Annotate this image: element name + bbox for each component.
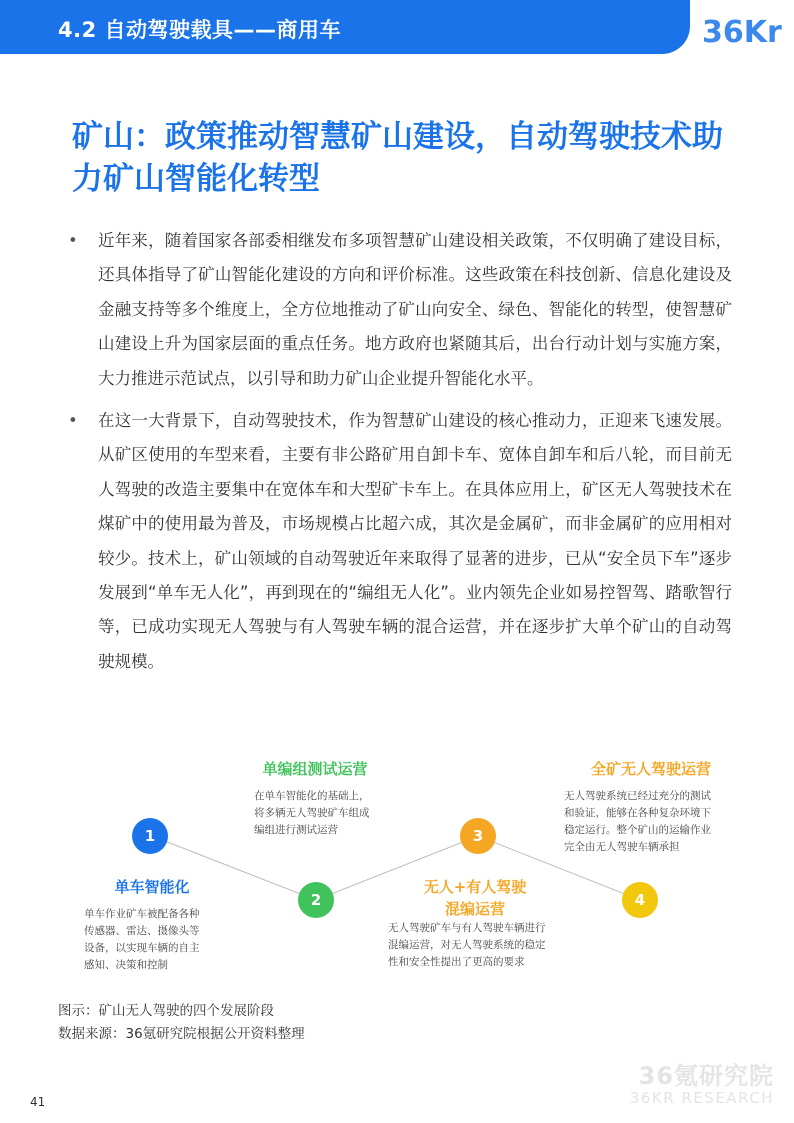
- bullet-item: • 在这一大背景下，自动驾驶技术，作为智慧矿山建设的核心推动力，正迎来飞速发展。从矿区使用的车型来看，主要有非公路矿用自卸卡车、宽体自卸车和后八轮，而目前无人驾驶的改造主要集中在宽体车和大型矿卡车上。在具体应用上，矿区无人驾驶技术在煤矿中的使用最为普及，市场规模占比超六成，其次是金属矿，而非金属矿的应用相对较少。技术上，矿山领域的自动驾驶近年来取得了显著的进步，已从“安全员下车”逐步发展到“单车无人化”，再到现在的“编组无人化”。业内领先企业如易控智驾、踏歌智行等，已成功实现无人驾驶与有人驾驶车辆的混合运营，并在逐步扩大单个矿山的自动驾驶规模。: [66, 404, 732, 679]
- bullet-list: [66, 224, 732, 687]
- stage-3-title: 无人+有人驾驶 混编运营: [423, 878, 527, 918]
- stage-3-circle: 3: [460, 818, 496, 854]
- stage-3-desc: 无人驾驶矿车与有人驾驶车辆进行 混编运营，对无人驾驶系统的稳定 性和安全性提出了更高的要求: [388, 922, 546, 968]
- 36kr-logo: [694, 0, 794, 54]
- header-bar: [0, 0, 690, 54]
- caption-figure: 图示：矿山无人驾驶的四个发展阶段: [58, 1003, 274, 1019]
- stage-1-circle: 1: [132, 818, 168, 854]
- stage-4-desc: 无人驾驶系统已经过充分的测试 和验证，能够在各种复杂环境下 稳定运行。整个矿山的运输作业 完全由无人驾驶车辆承担: [564, 790, 711, 853]
- watermark: [630, 1056, 774, 1107]
- watermark-cn: 36氪研究院: [638, 1062, 774, 1090]
- stage-4-title: 全矿无人驾驶运营: [590, 760, 711, 778]
- caption-source: 数据来源：36氪研究院根据公开资料整理: [58, 1026, 305, 1042]
- watermark-en: 36KR RESEARCH: [629, 1089, 774, 1107]
- stage-2-title: 单编组测试运营: [262, 760, 368, 778]
- figure-caption: [58, 1000, 305, 1046]
- stages-diagram: [60, 752, 760, 992]
- stage-4-circle: 4: [622, 882, 658, 918]
- logo-text: 36Kr: [702, 15, 782, 50]
- bullet-item: • 近年来，随着国家各部委相继发布多项智慧矿山建设相关政策，不仅明确了建设目标，还具体指导了矿山智能化建设的方向和评价标准。这些政策在科技创新、信息化建设及金融支持等多个维度上，全方位地推动了矿山向安全、绿色、智能化的转型，使智慧矿山建设上升为国家层面的重点任务。地方政府也紧随其后，出台行动计划与实施方案，大力推进示范试点，以引导和助力矿山企业提升智能化水平。: [66, 224, 732, 396]
- section-label: 4.2 自动驾驶载具——商用车: [58, 18, 342, 42]
- page-number: 41: [30, 1095, 46, 1109]
- stage-1-desc: 单车作业矿车被配备各种 传感器、雷达、摄像头等 设备，以实现车辆的自主 感知、决策和控制: [84, 908, 200, 971]
- stage-2-desc: 在单车智能化的基础上， 将多辆无人驾驶矿车组成 编组进行测试运营: [254, 790, 370, 836]
- page-title: 矿山：政策推动智慧矿山建设，自动驾驶技术助力矿山智能化转型: [72, 119, 723, 197]
- stage-1-title: 单车智能化: [114, 878, 190, 896]
- stage-2-circle: 2: [298, 882, 334, 918]
